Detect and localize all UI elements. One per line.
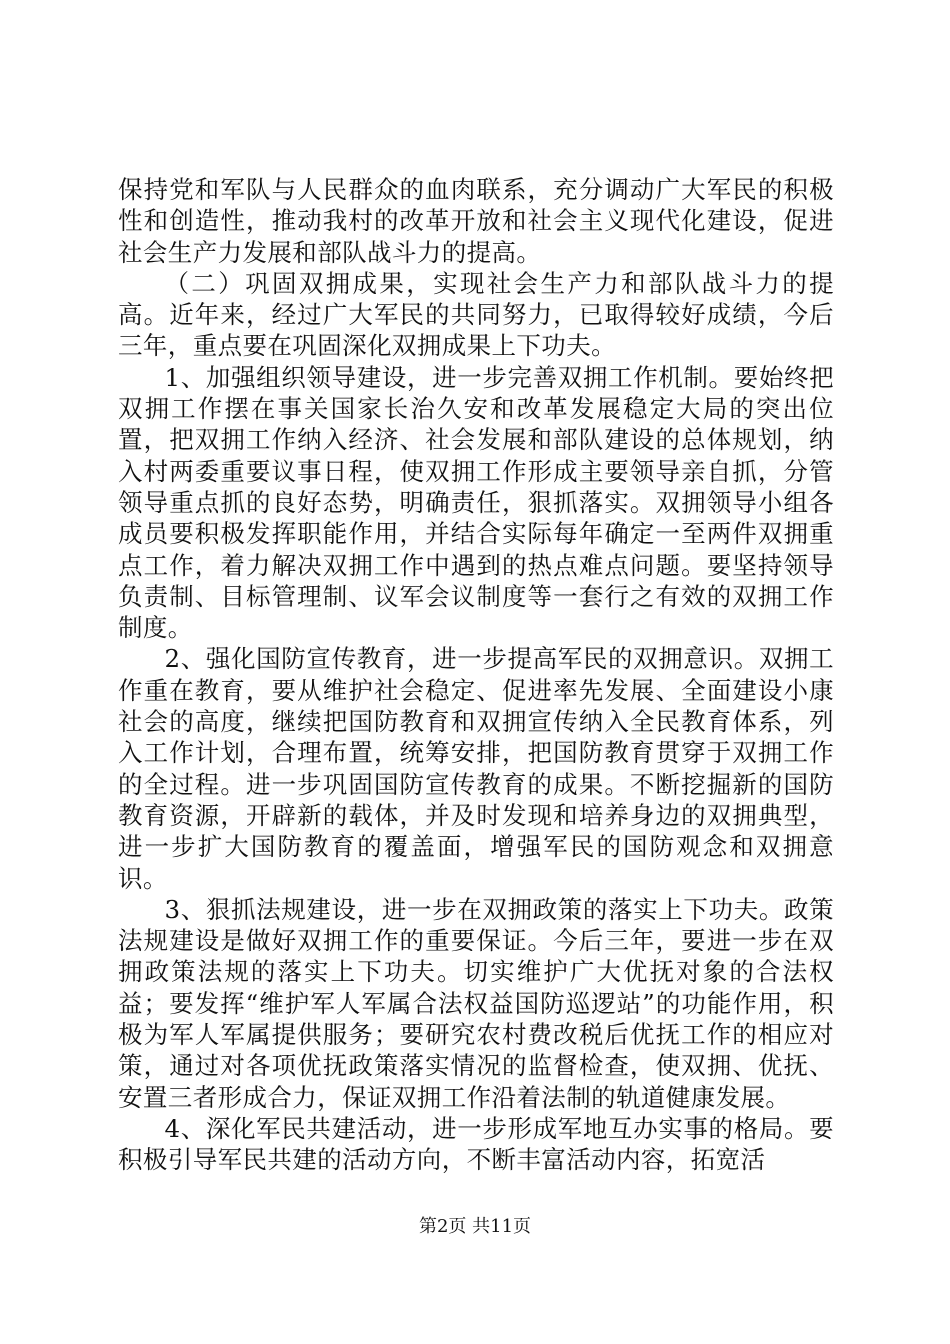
page-footer xyxy=(0,1216,950,1238)
paragraph-section-two: （二）巩固双拥成果，实现社会生产力和部队战斗力的提高。近年来，经过广大军民的共同努力，已取得较好成绩，今后三年，重点要在巩固深化双拥成果上下功夫。 xyxy=(118,268,834,361)
paragraph-item-3: 3、狠抓法规建设，进一步在双拥政策的落实上下功夫。政策法规建设是做好双拥工作的重要保证。今后三年，要进一步在双拥政策法规的落实上下功夫。切实维护广大优抚对象的合法权益；要发挥“维护军人军属合法权益国防巡逻站”的功能作用，积极为军人军属提供服务；要研究农村费改税后优抚工作的相应对策，通过对各项优抚政策落实情况的监督检查，使双拥、优抚、安置三者形成合力，保证双拥工作沿着法制的轨道健康发展。 xyxy=(118,894,834,1112)
paragraph-item-2: 2、强化国防宣传教育，进一步提高军民的双拥意识。双拥工作重在教育，要从维护社会稳定、促进率先发展、全面建设小康社会的高度，继续把国防教育和双拥宣传纳入全民教育体系，列入工作计划，合理布置，统筹安排，把国防教育贯穿于双拥工作的全过程。进一步巩固国防宣传教育的成果。不断挖掘新的国防教育资源，开辟新的载体，并及时发现和培养身边的双拥典型，进一步扩大国防教育的覆盖面，增强军民的国防观念和双拥意识。 xyxy=(118,644,834,893)
paragraph-item-1: 1、加强组织领导建设，进一步完善双拥工作机制。要始终把双拥工作摆在事关国家长治久安和改革发展稳定大局的突出位置，把双拥工作纳入经济、社会发展和部队建设的总体规划，纳入村两委重要议事日程，使双拥工作形成主要领导亲自抓，分管领导重点抓的良好态势，明确责任，狠抓落实。双拥领导小组各成员要积极发挥职能作用，并结合实际每年确定一至两件双拥重点工作，着力解决双拥工作中遇到的热点难点问题。要坚持领导负责制、目标管理制、议军会议制度等一套行之有效的双拥工作制度。 xyxy=(118,362,834,643)
paragraph-item-4: 4、深化军民共建活动，进一步形成军地互办实事的格局。要积极引导军民共建的活动方向，不断丰富活动内容，拓宽活 xyxy=(118,1113,834,1175)
page-number: 第2页 共11页 xyxy=(418,1216,532,1237)
document-body xyxy=(118,174,834,1176)
paragraph-continuation: 保持党和军队与人民群众的血肉联系，充分调动广大军民的积极性和创造性，推动我村的改革开放和社会主义现代化建设，促进社会生产力发展和部队战斗力的提高。 xyxy=(118,175,834,267)
